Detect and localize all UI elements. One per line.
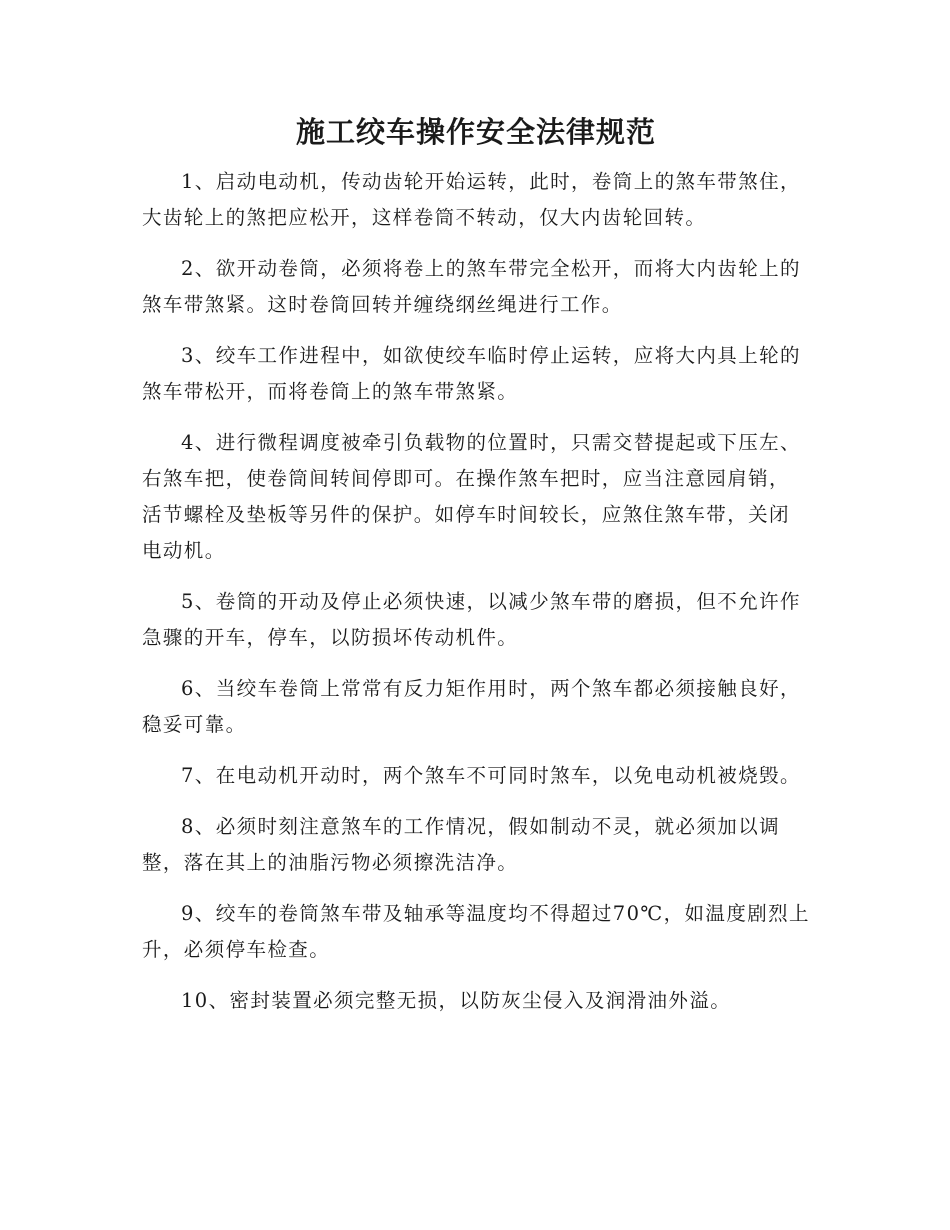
paragraph-9: 9、绞车的卷筒煞车带及轴承等温度均不得超过70℃，如温度剧烈上升，必须停车检查。	[142, 902, 810, 961]
document-title: 施工绞车操作安全法律规范	[295, 115, 656, 149]
paragraph-2: 2、欲开动卷筒，必须将卷上的煞车带完全松开，而将大内齿轮上的煞车带煞紧。这时卷筒回转并缠绕纲丝绳进行工作。	[142, 257, 801, 316]
paragraph-1: 1、启动电动机，传动齿轮开始运转，此时，卷筒上的煞车带煞住，大齿轮上的煞把应松开，这样卷筒不转动，仅大内齿轮回转。	[142, 170, 801, 229]
paragraph-6: 6、当绞车卷筒上常常有反力矩作用时，两个煞车都必须接触良好，稳妥可靠。	[142, 677, 801, 736]
paragraph-4: 4、进行微程调度被牵引负载物的位置时，只需交替提起或下压左、右煞车把，使卷筒间转间停即可。在操作煞车把时，应当注意园肩销，活节螺栓及垫板等另件的保护。如停车时间较长，应煞住煞车带，关闭电动机。	[142, 431, 801, 562]
paragraph-3: 3、绞车工作进程中，如欲使绞车临时停止运转，应将大内具上轮的煞车带松开，而将卷筒上的煞车带煞紧。	[142, 344, 801, 403]
paragraph-7: 7、在电动机开动时，两个煞车不可同时煞车，以免电动机被烧毁。	[181, 764, 801, 787]
paragraph-5: 5、卷筒的开动及停止必须快速，以减少煞车带的磨损，但不允许作急骤的开车，停车，以防损坏传动机件。	[142, 590, 801, 649]
paragraph-10: 10、密封装置必须完整无损，以防灰尘侵入及润滑油外溢。	[181, 989, 732, 1012]
paragraph-8: 8、必须时刻注意煞车的工作情况，假如制动不灵，就必须加以调整，落在其上的油脂污物必须擦洗洁净。	[142, 815, 781, 874]
